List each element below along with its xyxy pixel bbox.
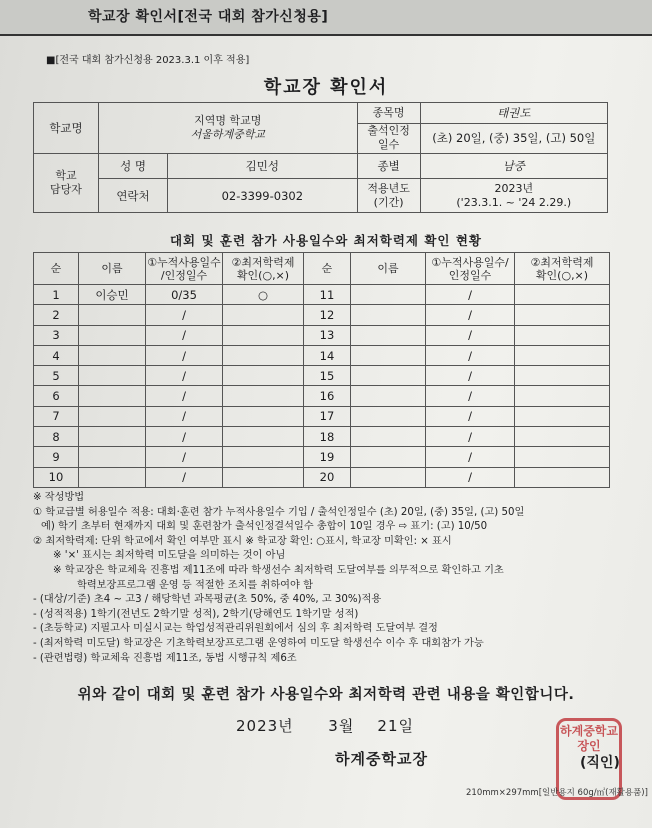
year-value: 2023년 (494, 181, 534, 195)
row-days-2: / (426, 467, 515, 487)
row-name (79, 406, 146, 426)
col-header-days-2: ①누적사용일수/ 인정일수 (426, 253, 515, 285)
region-school-label: 지역명 학교명 (194, 114, 262, 127)
instruction-elementary: - (초등학교) 지필고사 미실시교는 학업성적관리위원회에서 심의 후 최저학력 도달여부 결정 (33, 623, 438, 635)
row-check-2 (515, 366, 610, 386)
row-no: 2 (34, 305, 79, 325)
row-days: / (146, 345, 223, 365)
row-no: 1 (34, 285, 79, 305)
row-name-2 (351, 325, 426, 345)
row-days-2: / (426, 447, 515, 467)
event-label: 종목명 (358, 103, 420, 124)
row-name (79, 427, 146, 447)
row-name-2 (351, 467, 426, 487)
row-name (79, 447, 146, 467)
school-label: 학교명 (34, 103, 99, 154)
row-no-2: 12 (304, 305, 351, 325)
row-check: ○ (223, 285, 304, 305)
row-no: 9 (34, 447, 79, 467)
instruction-note-law-cont: 학력보장프로그램 운영 등 적절한 조치를 취하여야 함 (77, 579, 313, 591)
seal-label: (직인) (580, 755, 620, 771)
issue-date (236, 715, 414, 736)
instructions-heading: ※ 작성방법 (33, 492, 85, 503)
row-days: / (146, 305, 223, 325)
row-no: 8 (34, 427, 79, 447)
instruction-note-law: ※ 학교장은 학교체육 진흥법 제11조에 따라 학생선수 최저학력 도달여부를 의무적으로 확인하고 기초 (53, 564, 504, 576)
row-days: / (146, 386, 223, 406)
row-no: 10 (34, 467, 79, 487)
table-row (34, 285, 610, 305)
attendance-value: (초) 20일, (중) 35일, (고) 50일 (432, 131, 596, 145)
row-check-2 (515, 386, 610, 406)
row-days: / (146, 406, 223, 426)
date-year: 2023년 (236, 717, 294, 735)
row-check (223, 345, 304, 365)
row-name: 이승민 (79, 285, 146, 305)
table-row (34, 305, 610, 325)
row-name-2 (351, 406, 426, 426)
row-no: 7 (34, 406, 79, 426)
row-no: 6 (34, 386, 79, 406)
table-row (34, 325, 610, 345)
col-header-name-2: 이름 (351, 253, 426, 285)
row-no-2: 17 (304, 406, 351, 426)
row-name-2 (351, 386, 426, 406)
row-no-2: 19 (304, 447, 351, 467)
row-days-2: / (426, 285, 515, 305)
row-days: 0/35 (146, 285, 223, 305)
row-days-2: / (426, 366, 515, 386)
row-days-2: / (426, 427, 515, 447)
row-no-2: 13 (304, 325, 351, 345)
col-header-no: 순 (34, 253, 79, 285)
instruction-grades: - (성적적용) 1학기(전년도 2학기말 성적), 2학기(당해연도 1학기말 성적) (33, 608, 359, 620)
table-row (34, 406, 610, 426)
school-name: 서울하계중학교 (190, 128, 265, 141)
row-no-2: 11 (304, 285, 351, 305)
row-days-2: / (426, 345, 515, 365)
instruction-laws: - (관련법령) 학교체육 진흥법 제11조, 동법 시행규칙 제6조 (33, 652, 297, 664)
instruction-example: 예) 학기 초부터 현재까지 대회 및 훈련참가 출석인정결석일수 총합이 10일 경우 ⇨ 표기: (고) 10/50 (41, 521, 488, 533)
instruction-note-x: ※ '×' 표시는 최저학력 미도달을 의미하는 것이 아님 (53, 550, 286, 562)
row-days-2: / (426, 305, 515, 325)
row-check-2 (515, 285, 610, 305)
row-name (79, 386, 146, 406)
contact-value: 02-3399-0302 (168, 179, 358, 213)
row-days: / (146, 427, 223, 447)
row-check (223, 386, 304, 406)
row-check-2 (515, 325, 610, 345)
confirmation-statement: 위와 같이 대회 및 훈련 참가 사용일수와 최저학력 관련 내용을 확인합니다. (77, 687, 575, 703)
row-no-2: 20 (304, 467, 351, 487)
document-header: 학교장 확인서[전국 대회 참가신청용] (88, 9, 329, 25)
date-day: 21일 (377, 717, 414, 735)
row-check-2 (515, 345, 610, 365)
instruction-below-min: - (최저학력 미도달) 학교장은 기초학력보장프로그램 운영하여 미도달 학생선수 이수 후 대회참가 가능 (33, 637, 484, 649)
staff-label: 학교 담당자 (34, 154, 99, 213)
row-no: 4 (34, 345, 79, 365)
row-check-2 (515, 406, 610, 426)
table-row (34, 345, 610, 365)
row-name (79, 366, 146, 386)
col-header-check: ②최저학력제 확인(○,×) (223, 253, 304, 285)
participation-table (33, 252, 610, 488)
row-check (223, 366, 304, 386)
gender-value: 남중 (420, 154, 607, 179)
col-header-no-2: 순 (304, 253, 351, 285)
row-days: / (146, 447, 223, 467)
header-divider (0, 34, 652, 36)
paper-spec-footer: 210mm×297mm[일반용지 60g/㎡(재활용품)] (466, 788, 648, 798)
row-check (223, 305, 304, 325)
participation-table-body (34, 285, 610, 488)
row-no: 5 (34, 366, 79, 386)
row-name (79, 325, 146, 345)
row-no-2: 14 (304, 345, 351, 365)
instructions (33, 491, 633, 666)
row-name-2 (351, 447, 426, 467)
year-cell (420, 179, 607, 213)
date-month: 3월 (328, 717, 355, 735)
row-name-2 (351, 305, 426, 325)
row-no: 3 (34, 325, 79, 345)
instruction-2: ② 최저학력제: 단위 학교에서 확인 여부만 표시 ※ 학교장 확인: ○표시, 학교장 미확인: × 표시 (33, 535, 452, 547)
row-name (79, 467, 146, 487)
name-value: 김민성 (168, 154, 358, 179)
table-row (34, 467, 610, 487)
row-check-2 (515, 305, 610, 325)
row-name (79, 345, 146, 365)
row-name-2 (351, 285, 426, 305)
page-title: 학교장 확인서 (263, 77, 389, 98)
contact-label: 연락처 (99, 179, 168, 213)
row-days: / (146, 325, 223, 345)
table-row (34, 447, 610, 467)
row-no-2: 16 (304, 386, 351, 406)
row-check-2 (515, 467, 610, 487)
row-days: / (146, 467, 223, 487)
event-value: 태권도 (421, 103, 607, 124)
year-period: ('23.3.1. ~ '24 2.29.) (456, 195, 572, 209)
info-table (33, 102, 608, 213)
row-name-2 (351, 366, 426, 386)
row-check-2 (515, 447, 610, 467)
principal-name: 하계중학교장 (335, 750, 428, 768)
col-header-name: 이름 (79, 253, 146, 285)
row-name-2 (351, 345, 426, 365)
event-attendance-labels (357, 103, 420, 154)
instruction-1: ① 학교급별 허용일수 적용: 대회·훈련 참가 누적사용일수 기입 / 출석인정일수 (초) 20일, (중) 35일, (고) 50일 (33, 506, 525, 518)
row-no-2: 18 (304, 427, 351, 447)
table-row (34, 386, 610, 406)
row-days: / (146, 366, 223, 386)
attendance-label: 출석인정 일수 (367, 124, 410, 151)
col-header-days: ①누적사용일수 /인정일수 (146, 253, 223, 285)
row-no-2: 15 (304, 366, 351, 386)
table-row (34, 366, 610, 386)
official-seal: 하계중학교장인 (556, 718, 622, 800)
year-label: 적용년도 (기간) (357, 179, 420, 213)
gender-label: 종별 (357, 154, 420, 179)
instruction-target: - (대상/기준) 초4 ~ 고3 / 해당학년 과목평균(초 50%, 중 40%, 고 30%)적용 (33, 594, 382, 606)
row-check (223, 447, 304, 467)
table-row (34, 427, 610, 447)
row-check (223, 406, 304, 426)
row-check (223, 427, 304, 447)
row-name-2 (351, 427, 426, 447)
row-days-2: / (426, 325, 515, 345)
row-days-2: / (426, 386, 515, 406)
section-title: 대회 및 훈련 참가 사용일수와 최저학력제 확인 현황 (169, 233, 483, 248)
name-label: 성 명 (99, 154, 168, 179)
applicability-note: ■[전국 대회 참가신청용 2023.3.1 이후 적용] (46, 55, 250, 66)
row-check-2 (515, 427, 610, 447)
row-name (79, 305, 146, 325)
school-cell (99, 103, 358, 154)
row-check (223, 467, 304, 487)
row-days-2: / (426, 406, 515, 426)
event-attendance-values (420, 103, 607, 154)
row-check (223, 325, 304, 345)
col-header-check-2: ②최저학력제 확인(○,×) (515, 253, 610, 285)
